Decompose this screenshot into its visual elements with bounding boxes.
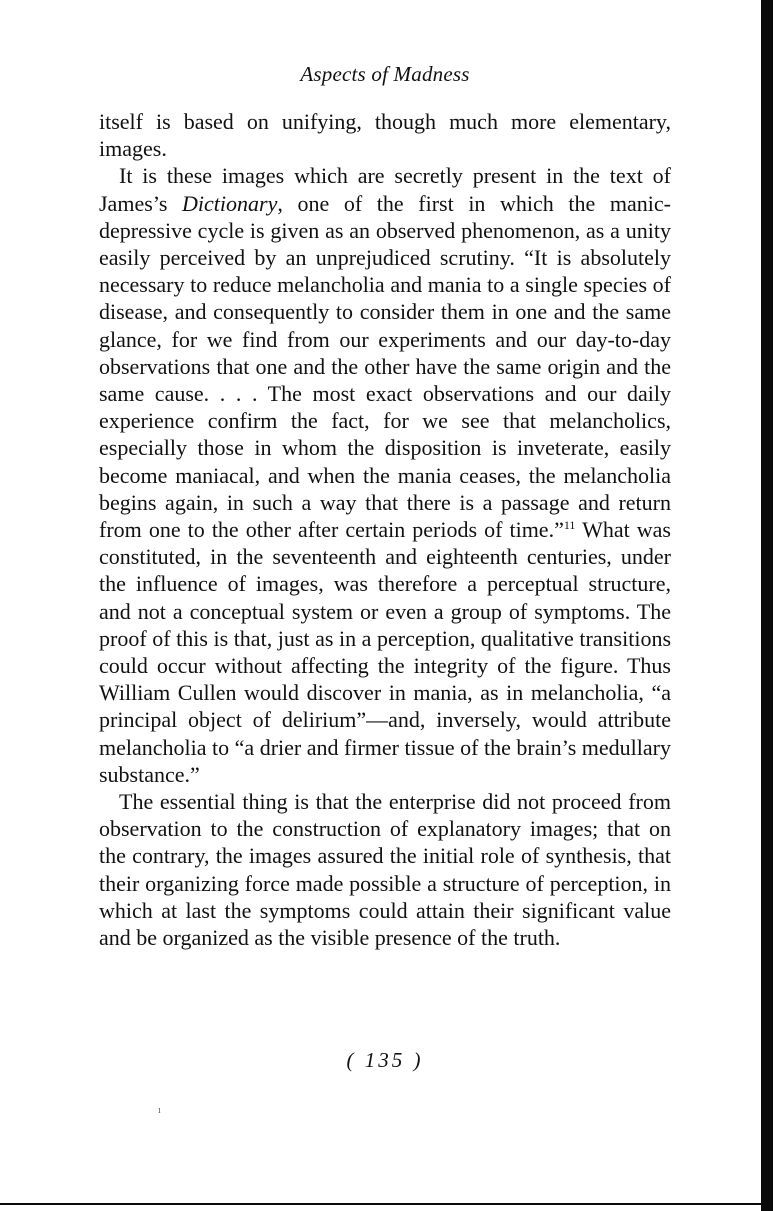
paragraph-1: itself is based on unifying, though much more elementary, images.	[99, 109, 671, 162]
body-text	[99, 108, 671, 951]
page-number: ( 135 )	[346, 1048, 424, 1072]
dictionary-title: Dictionary	[182, 190, 278, 216]
footnote-ref-11: 11	[563, 518, 576, 533]
paragraph-2-quote: , one of the first in which the manic-depressive cycle is given as an observed phenomenon, as a unity easily perceived by an unprejudiced scrutiny. “It is absolutely necessary to reduce melancholia and mania to a single species of disease, and consequently to consider them in one and the same glance, for we find from our experiments and our day-to-day observations that one and the other have the same origin and the same cause. . . . The most exact observations and our daily experience confirm the fact, for we see that melancholics, especially those in whom the disposition is inveterate, easily become maniacal, and when the mania ceases, the melancholia begins again, in such a way that there is a passage and return from one to the other after certain periods of time.”	[99, 190, 671, 543]
paragraph-2-continuation: What was constituted, in the seventeenth and eighteenth centuries, under the influence of images, was therefore a perceptual structure, and not a conceptual system or even a group of symptoms. The proof of this is that, just as in a perception, qualitative transitions could occur without affecting the integrity of the figure. Thus William Cullen would discover in mania, as in melancholia, “a principal object of delirium”—and, inversely, would attribute melancholia to “a drier and firmer tissue of the brain’s medullary substance.”	[99, 517, 671, 787]
paragraph-2-lead: It is these images which are secretly present in the text of James’s	[99, 163, 671, 216]
page-spine-edge	[761, 0, 773, 1211]
paragraph-2	[99, 162, 671, 788]
paragraph-3: The essential thing is that the enterprise did not proceed from observation to the construction of explanatory images; that on the contrary, the images assured the initial role of synthesis, that their organizing force made possible a structure of perception, in which at last the symptoms could attain their significant value and be organized as the visible presence of the truth.	[99, 789, 671, 951]
scan-speck: ı	[158, 1105, 161, 1116]
page-bottom-edge	[0, 1203, 763, 1205]
running-head: Aspects of Madness	[300, 62, 470, 86]
